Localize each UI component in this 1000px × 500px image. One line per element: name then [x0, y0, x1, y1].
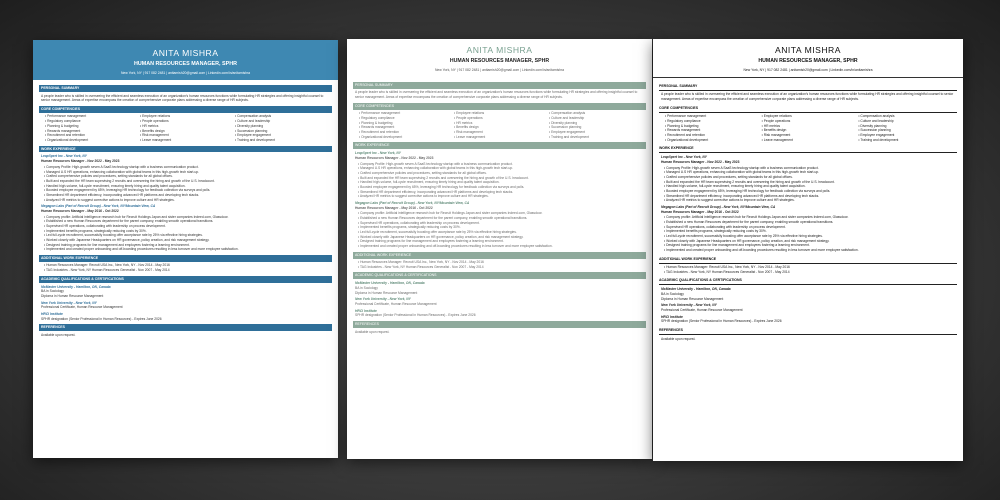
section-title-references: REFERENCES	[353, 321, 646, 328]
competency-item: • Performance management	[359, 111, 454, 116]
job-bullet: • Established a new Human Resources department for the parent company, enabling smooth operational transitions.	[361, 216, 646, 221]
job-bullet: • Led full-cycle recruitment, successfully boosting offer acceptance rate by 25% via effective hiring strategies.	[667, 234, 957, 239]
competency-item: • Employee relations	[140, 114, 235, 119]
competency-item: • Benefits design	[140, 129, 235, 134]
competency-item: • HR metrics	[140, 124, 235, 129]
competency-item: • Succession planning	[549, 125, 644, 130]
job-bullets	[659, 166, 957, 203]
job-bullet: • Led full-cycle recruitment, successfully boosting offer acceptance rate by 25% via effective hiring strategies.	[47, 233, 332, 238]
job-bullet: • Designed training programs for line management and employees fostering a learning environment.	[667, 243, 957, 248]
section-title-additional: ADDITIONAL WORK EXPERIENCE	[659, 256, 957, 264]
additional-item: • TAG Industries - New York, NY Human Resources Generalist - Nov 2007 - May 2014	[667, 270, 957, 275]
references-text: Available upon request.	[355, 329, 390, 334]
competency-item: • Planning & budgeting	[359, 121, 454, 126]
contact-linkedin[interactable]: | Linkedin.com/in/anitamishra	[205, 71, 250, 75]
education-detail: Professional Certificate, Human Resource Management	[41, 305, 123, 310]
competency-item: • Diversity planning	[549, 121, 644, 126]
contact-email[interactable]: | anitamish20@gmail.com	[165, 71, 205, 75]
job-role: Human Resources Manager - Nov 2022 - May 2023	[661, 159, 740, 164]
job-bullet: • Company Profile: High-growth seven A SaaS technology startup with a business communication product.	[47, 165, 332, 170]
education-list	[659, 287, 957, 324]
job-bullet: • Implemented benefits programs, strategically reducing costs by 30%.	[361, 225, 646, 230]
competency-item: • Culture and leadership	[235, 119, 330, 124]
job-bullet: • Company Profile: High-growth seven A SaaS technology startup with a business communication product.	[361, 162, 646, 167]
job-bullet: • Built and expanded the HR team supervising 2 recruits and overseeing the hiring and growth of the U.S. headcount.	[361, 176, 646, 181]
competency-item: • Benefits design	[762, 128, 859, 133]
competency-item: • People operations	[140, 119, 235, 124]
education-detail: BA in Sociology	[41, 289, 64, 294]
job-bullet: • Designed training programs for line management and employees fostering a learning environment.	[47, 243, 332, 248]
job-bullet: • Implemented and created proper onboarding and off-boarding procedures resulting in less turnover and more employee satisfaction.	[47, 247, 332, 252]
resume-body	[347, 77, 652, 338]
contact-location: New York, NY	[743, 68, 765, 73]
competency-item: • Culture and leadership	[858, 119, 955, 124]
job-bullet: • Streamlined HR department efficiency, incorporating advanced HR platforms and developing tech stacks.	[361, 190, 646, 195]
additional-list	[39, 263, 332, 272]
job-bullet: • Analyzed HR metrics to suggest corrective actions to improve culture and HR strategies.	[667, 198, 957, 203]
education-detail: Diploma in Human Resource Management	[41, 294, 104, 299]
job-bullet: • Implemented benefits programs, strategically reducing costs by 30%.	[667, 229, 957, 234]
job-company: LeapXpert Inc - New York, NY	[355, 151, 401, 156]
competency-item: • Employee relations	[454, 111, 549, 116]
job-role: Human Resources Manager - May 2016 - Oct 2022	[661, 209, 739, 214]
job-bullet: • Worked closely with Japanese Headquarters on HR governance, policy creation, and risk management strategy.	[47, 238, 332, 243]
competency-item: • Succession planning	[235, 129, 330, 134]
competency-item: • HR metrics	[454, 121, 549, 126]
competency-item: • Employee relations	[762, 114, 859, 119]
job-bullet: • Worked closely with Japanese Headquarters on HR governance, policy creation, and risk management strategy.	[361, 235, 646, 240]
candidate-title: HUMAN RESOURCES MANAGER, SPHR	[133, 61, 238, 68]
education-detail: Professional Certificate, Human Resource Management	[355, 302, 437, 307]
job-bullet: • Implemented and created proper onboarding and off-boarding procedures resulting in less turnover and more employee satisfaction.	[361, 244, 646, 249]
competency-item: • Rewards management	[665, 128, 762, 133]
job-bullet: • Implemented and created proper onboarding and off-boarding procedures resulting in less turnover and more employee satisfaction.	[667, 248, 957, 253]
competency-item: • Rewards management	[45, 129, 140, 134]
contact-linkedin[interactable]: | Linkedin.com/in/anitamishra	[828, 68, 873, 72]
competency-item: • Training and development	[549, 135, 644, 140]
section-title-additional: ADDITIONAL WORK EXPERIENCE	[39, 255, 332, 262]
competency-item: • Risk management	[140, 133, 235, 138]
job-bullet: • Company profile: Artificial intelligence research hub for Recruit Holdings Japan and sister companies Indeed.com, Glassdoor.	[361, 211, 646, 216]
job-bullet: • Streamlined HR department efficiency, incorporating advanced HR platforms and developing tech stacks.	[47, 193, 332, 198]
resume-body	[33, 80, 338, 341]
competency-item: • Planning & budgeting	[45, 124, 140, 129]
job-bullet: • Supervised HR operations, collaborating with leadership on process development.	[667, 225, 957, 230]
section-title-competencies: CORE COMPETENCIES	[39, 106, 332, 113]
education-detail: BA in Sociology	[661, 292, 684, 297]
education-institution: New York University - New York, NY	[355, 297, 411, 302]
job-bullet: • Crafted comprehensive policies and procedures, setting standards for all global offices.	[361, 171, 646, 176]
education-institution: McMaster University - Hamilton, ON, Canada	[41, 284, 111, 289]
summary-text: A people leader who is skilled in overseeing the efficient and seamless execution of an organization's human resources functions while formulating HR strategies and offering insightful counsel to senior management. Areas of expertise encompass the creation of comprehensive corporate plans addressing a diverse range of HR subjects.	[661, 92, 954, 102]
education-detail: Diploma in Human Resource Management	[355, 290, 418, 295]
job-bullets	[353, 162, 646, 199]
section-title-competencies: CORE COMPETENCIES	[659, 105, 957, 113]
references-text: Available upon request.	[41, 332, 76, 337]
job-bullet: • Analyzed HR metrics to suggest corrective actions to improve culture and HR strategies.	[47, 198, 332, 203]
job-bullet: • Company profile: Artificial intelligence research hub for Recruit Holdings Japan and sister companies Indeed.com, Glassdoor.	[667, 215, 957, 220]
education-institution: McMaster University - Hamilton, ON, Canada	[661, 287, 731, 292]
competency-item: • Training and development	[235, 138, 330, 143]
additional-item: • Human Resources Manager: Recruit USA Inc., New York, NY - Nov 2014 - May 2016	[47, 263, 332, 268]
job-bullet: • Established a new Human Resources department for the parent company, enabling smooth operational transitions.	[47, 219, 332, 224]
contact-location: New York, NY	[120, 71, 142, 76]
education-detail: Diploma in Human Resource Management	[661, 296, 724, 301]
additional-item: • TAG Industries - New York, NY Human Resources Generalist - Nov 2007 - May 2014	[47, 268, 332, 273]
competencies-grid	[39, 114, 332, 142]
contact-line	[39, 71, 332, 76]
contact-phone: | 917 082 2481	[456, 68, 480, 72]
competency-item: • Leave management	[140, 138, 235, 143]
job-bullet: • Built and expanded the HR team supervising 2 recruits and overseeing the hiring and growth of the U.S. headcount.	[667, 180, 957, 185]
candidate-name: ANITA MISHRA	[466, 45, 533, 55]
education-institution: New York University - New York, NY	[661, 303, 717, 308]
resume-blue-theme	[33, 40, 338, 458]
job-bullet: • Managed U.S HR operations, enhancing collaboration with global teams in this high-growth tech start-up.	[361, 166, 646, 171]
competency-item: • Regulatory compliance	[359, 116, 454, 121]
resume-header	[347, 39, 652, 77]
job-bullet: • Designed training programs for line management and employees fostering a learning environment.	[361, 239, 646, 244]
competencies-grid	[659, 114, 957, 142]
section-title-experience: WORK EXPERIENCE	[39, 146, 332, 153]
competency-item: • Culture and leadership	[549, 116, 644, 121]
job-bullet: • Managed U.S HR operations, enhancing collaboration with global teams in this high-growth tech start-up.	[667, 170, 957, 175]
competency-item: • Performance management	[45, 114, 140, 119]
education-detail: BA in Sociology	[355, 286, 378, 291]
additional-item: • TAG Industries - New York, NY Human Resources Generalist - Nov 2007 - May 2014	[361, 265, 646, 270]
section-title-education: ACADEMIC QUALIFICATIONS & CERTIFICATIONS	[659, 277, 957, 285]
competency-item: • People operations	[454, 116, 549, 121]
competency-item: • Rewards management	[359, 125, 454, 130]
job-bullet: • Company profile: Artificial intelligence research hub for Recruit Holdings Japan and sister companies Indeed.com, Glassdoor.	[47, 215, 332, 220]
competency-item: • Succession planning	[858, 128, 955, 133]
competency-item: • Employee engagement	[549, 130, 644, 135]
job-bullet: • Led full-cycle recruitment, successfully boosting offer acceptance rate by 25% via effective hiring strategies.	[361, 230, 646, 235]
education-detail: SPHR designation (Senior Professional in Human Resources) - Expires June 2026	[661, 319, 782, 324]
job-bullet: • Analyzed HR metrics to suggest corrective actions to improve culture and HR strategies.	[361, 194, 646, 199]
education-institution: HRCI Institute	[41, 312, 63, 317]
resume-header	[653, 39, 963, 78]
contact-email[interactable]: | anitamish20@gmail.com	[788, 68, 828, 72]
job-bullet: • Boosted employee engagement by 65%, leveraging HR technology for feedback collection via surveys and polls.	[667, 189, 957, 194]
contact-phone: | 917 082 2481	[142, 71, 166, 75]
education-detail: SPHR designation (Senior Professional in Human Resources) - Expires June 2026	[41, 316, 162, 321]
education-institution: McMaster University - Hamilton, ON, Canada	[355, 281, 425, 286]
additional-item: • Human Resources Manager: Recruit USA Inc., New York, NY - Nov 2014 - May 2016	[667, 265, 957, 270]
section-title-competencies: CORE COMPETENCIES	[353, 103, 646, 110]
job-company: LeapXpert Inc - New York, NY	[41, 154, 87, 159]
job-company: Megagon Labs (Part of Recruit Group) - New York, NY/Mountain View, CA	[661, 204, 776, 209]
candidate-name: ANITA MISHRA	[152, 48, 219, 58]
jobs-list	[659, 155, 957, 252]
job-bullets	[353, 211, 646, 248]
contact-phone: | 917 082 2481	[764, 68, 788, 72]
competency-item: • Regulatory compliance	[665, 119, 762, 124]
job-bullet: • Supervised HR operations, collaborating with leadership on process development.	[361, 221, 646, 226]
job-bullets	[39, 165, 332, 202]
contact-line	[659, 68, 957, 73]
competency-item: • Compensation analysis	[235, 114, 330, 119]
contact-location: New York, NY	[434, 68, 456, 73]
job-bullet: • Boosted employee engagement by 65%, leveraging HR technology for feedback collection via surveys and polls.	[361, 185, 646, 190]
competency-item: • Training and development	[858, 138, 955, 143]
section-title-summary: PERSONAL SUMMARY	[659, 83, 957, 91]
education-institution: HRCI Institute	[355, 308, 377, 313]
job-bullet: • Crafted comprehensive policies and procedures, setting standards for all global offices.	[47, 174, 332, 179]
competency-item: • Leave management	[762, 138, 859, 143]
references-text: Available upon request.	[661, 336, 696, 341]
competency-item: • Risk management	[762, 133, 859, 138]
competency-item: • Risk management	[454, 130, 549, 135]
resume-body	[653, 78, 963, 345]
competency-item: • Diversity planning	[858, 124, 955, 129]
additional-list	[353, 260, 646, 269]
section-title-references: REFERENCES	[39, 324, 332, 331]
job-bullet: • Boosted employee engagement by 65%, leveraging HR technology for feedback collection via surveys and polls.	[47, 188, 332, 193]
competency-item: • Compensation analysis	[549, 111, 644, 116]
resume-green-theme	[347, 39, 652, 459]
competency-item: • Compensation analysis	[858, 114, 955, 119]
competency-item: • Diversity planning	[235, 124, 330, 129]
competency-item: • Employee engagement	[235, 133, 330, 138]
job-bullet: • Established a new Human Resources department for the parent company, enabling smooth operational transitions.	[667, 220, 957, 225]
job-role: Human Resources Manager - Nov 2022 - May 2023	[41, 159, 120, 164]
competency-item: • HR metrics	[762, 124, 859, 129]
job-bullet: • Built and expanded the HR team supervising 2 recruits and overseeing the hiring and growth of the U.S. headcount.	[47, 179, 332, 184]
additional-item: • Human Resources Manager: Recruit USA Inc., New York, NY - Nov 2014 - May 2016	[361, 260, 646, 265]
competency-item: • Planning & budgeting	[665, 124, 762, 129]
education-detail: SPHR designation (Senior Professional in Human Resources) - Expires June 2026	[355, 313, 476, 318]
education-list	[353, 281, 646, 318]
competency-item: • Leave management	[454, 135, 549, 140]
candidate-title: HUMAN RESOURCES MANAGER, SPHR	[449, 58, 550, 65]
job-bullets	[659, 215, 957, 252]
competency-item: • People operations	[762, 119, 859, 124]
contact-line	[353, 68, 646, 73]
job-bullet: • Worked closely with Japanese Headquarters on HR governance, policy creation, and risk management strategy.	[667, 239, 957, 244]
resume-classic-theme	[653, 39, 963, 461]
job-bullet: • Supervised HR operations, collaborating with leadership on process development.	[47, 224, 332, 229]
section-title-experience: WORK EXPERIENCE	[659, 145, 957, 153]
job-bullet: • Crafted comprehensive policies and procedures, setting standards for all global offices.	[667, 175, 957, 180]
job-bullet: • Handled high-volume, full-cycle recruitment, ensuring timely hiring and quality talent acquisition.	[47, 184, 332, 189]
education-institution: New York University - New York, NY	[41, 300, 97, 305]
education-institution: HRCI Institute	[661, 314, 683, 319]
jobs-list	[39, 154, 332, 251]
section-title-summary: PERSONAL SUMMARY	[39, 85, 332, 92]
job-company: Megagon Labs (Part of Recruit Group) - New York, NY/Mountain View, CA	[355, 200, 470, 205]
summary-text: A people leader who is skilled in overseeing the efficient and seamless execution of an organization's human resources functions while formulating HR strategies and offering insightful counsel to senior management. Areas of expertise encompass the creation of comprehensive corporate plans addressing a diverse range of HR subjects.	[355, 90, 638, 100]
competencies-grid	[353, 111, 646, 139]
candidate-name: ANITA MISHRA	[774, 45, 841, 55]
competency-item: • Employee engagement	[858, 133, 955, 138]
competency-item: • Organizational development	[359, 135, 454, 140]
job-bullet: • Company Profile: High-growth seven A SaaS technology startup with a business communication product.	[667, 166, 957, 171]
job-bullet: • Handled high-volume, full-cycle recruitment, ensuring timely hiring and quality talent acquisition.	[667, 184, 957, 189]
job-role: Human Resources Manager - May 2016 - Oct 2022	[41, 208, 119, 213]
section-title-education: ACADEMIC QUALIFICATIONS & CERTIFICATIONS	[353, 272, 646, 279]
section-title-references: REFERENCES	[659, 327, 957, 335]
candidate-title: HUMAN RESOURCES MANAGER, SPHR	[758, 58, 858, 65]
job-bullet: • Managed U.S HR operations, enhancing collaboration with global teams in this high-growth tech start-up.	[47, 170, 332, 175]
job-bullet: • Implemented benefits programs, strategically reducing costs by 30%.	[47, 229, 332, 234]
competency-item: • Recruitment and retention	[359, 130, 454, 135]
competency-item: • Recruitment and retention	[665, 133, 762, 138]
resume-header	[33, 40, 338, 80]
competency-item: • Recruitment and retention	[45, 133, 140, 138]
job-company: Megagon Labs (Part of Recruit Group) - New York, NY/Mountain View, CA	[41, 204, 156, 209]
section-title-summary: PERSONAL SUMMARY	[353, 82, 646, 89]
education-detail: Professional Certificate, Human Resource Management	[661, 308, 743, 313]
competency-item: • Regulatory compliance	[45, 119, 140, 124]
section-title-experience: WORK EXPERIENCE	[353, 142, 646, 149]
job-bullet: • Streamlined HR department efficiency, incorporating advanced HR platforms and developing tech stacks.	[667, 194, 957, 199]
competency-item: • Benefits design	[454, 125, 549, 130]
job-role: Human Resources Manager - May 2016 - Oct 2022	[355, 205, 433, 210]
job-bullets	[39, 215, 332, 252]
contact-email[interactable]: | anitamish20@gmail.com	[479, 68, 519, 72]
job-company: LeapXpert Inc - New York, NY	[661, 155, 707, 160]
section-title-additional: ADDITIONAL WORK EXPERIENCE	[353, 252, 646, 259]
job-role: Human Resources Manager - Nov 2022 - May 2023	[355, 155, 434, 160]
education-list	[39, 285, 332, 322]
additional-list	[659, 265, 957, 274]
summary-text: A people leader who is skilled in overseeing the efficient and seamless execution of an organization's human resources functions while formulating HR strategies and offering insightful counsel to senior management. Areas of expertise encompass the creation of comprehensive corporate plans addressing a diverse range of HR subjects.	[41, 93, 324, 103]
competency-item: • Organizational development	[665, 138, 762, 143]
competency-item: • Performance management	[665, 114, 762, 119]
jobs-list	[353, 151, 646, 248]
job-bullet: • Handled high-volume, full-cycle recruitment, ensuring timely hiring and quality talent acquisition.	[361, 180, 646, 185]
section-title-education: ACADEMIC QUALIFICATIONS & CERTIFICATIONS	[39, 276, 332, 283]
contact-linkedin[interactable]: | Linkedin.com/in/anitamishra	[519, 68, 564, 72]
competency-item: • Organizational development	[45, 138, 140, 143]
